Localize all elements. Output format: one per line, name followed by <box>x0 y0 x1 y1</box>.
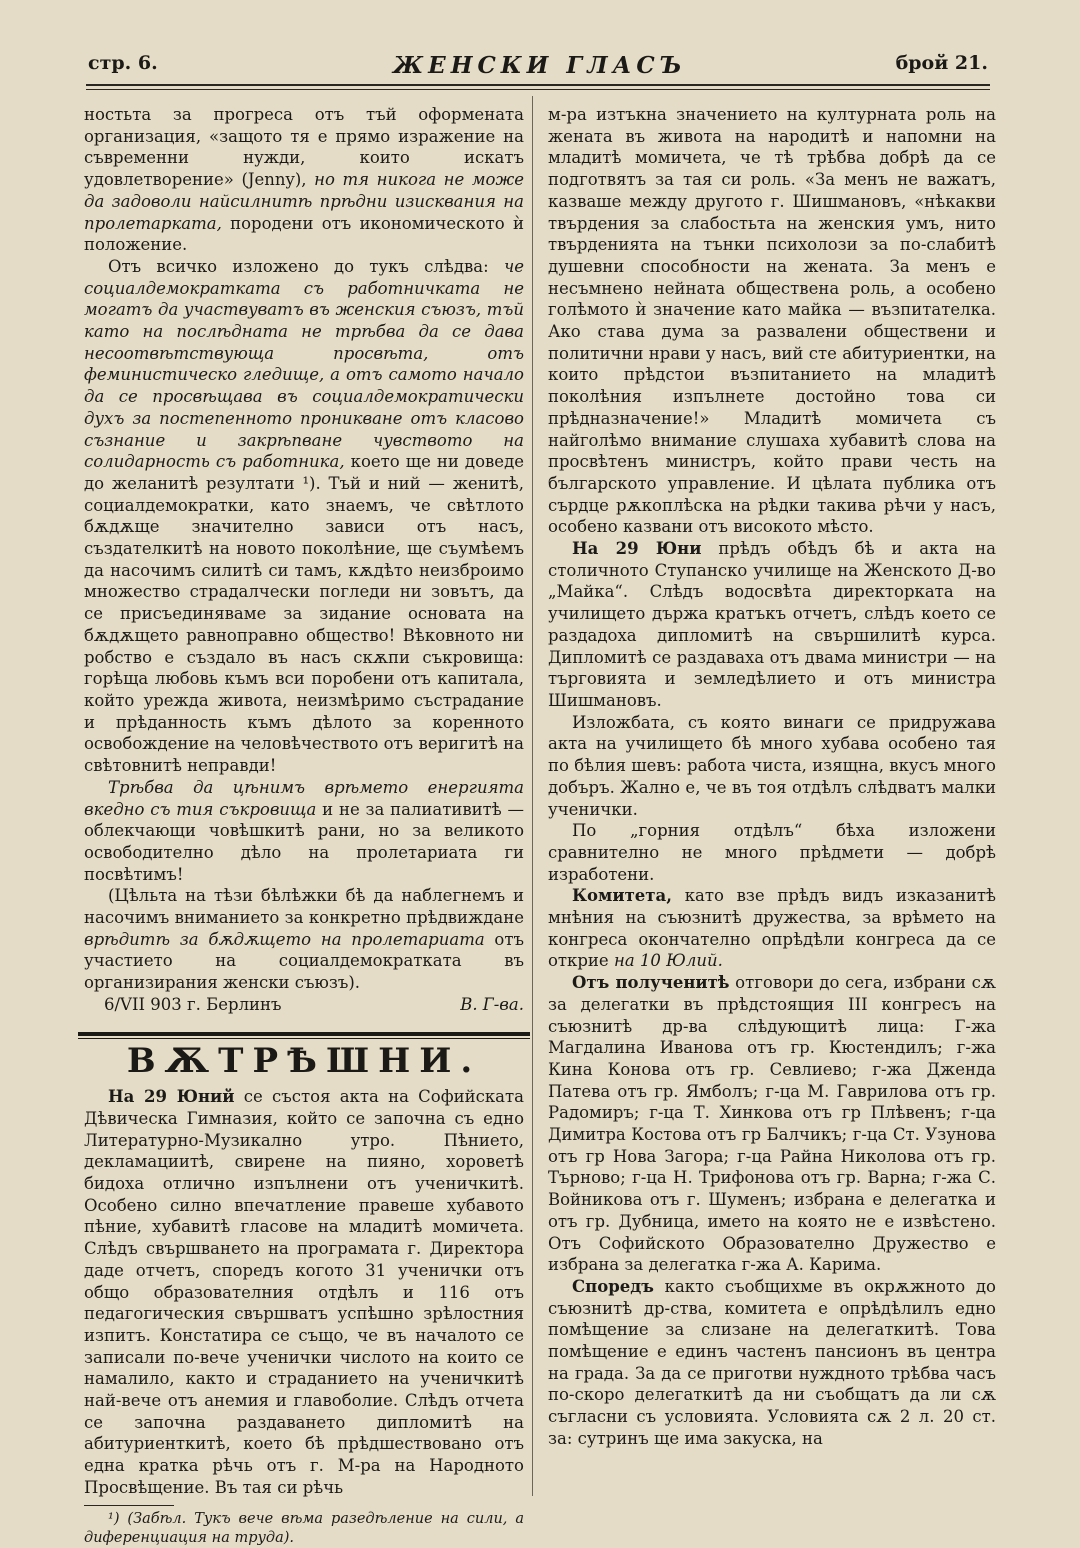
paragraph <box>84 1086 524 1498</box>
footnote-mark: ¹) (Забѣл. <box>108 1510 187 1527</box>
text-italic: врѣдитѣ за бѫдѫщето на пролетариата <box>84 929 485 949</box>
section-title: ВѪТРѢШНИ. <box>126 1040 482 1081</box>
header-rule-thin <box>86 89 990 90</box>
right-column <box>548 104 996 1450</box>
text-italic: Трѣбва да цѣнимъ врѣмето енергията вкедно съ тия съкровища <box>84 777 524 819</box>
paragraph <box>84 885 524 994</box>
text: прѣдъ обѣдъ бѣ и акта на столичното Ступанско училище на Женското Д-во „Майка“. Слѣдъ водосвѣта директорката на училището държа кратъкъ отчетъ, слѣдъ което се раздадоха дипломитѣ на свършилитѣ курса. Дипломитѣ се раздаваха отъ двама министри — на търговията и земледѣлието и отъ министра Шишмановъ. <box>548 539 996 710</box>
text-bold: Споредъ <box>572 1276 654 1296</box>
left-column <box>84 104 524 1548</box>
footnote-rule <box>84 1505 174 1506</box>
signature-line <box>84 994 524 1016</box>
text-italic: но тя никога не може да задоволи найсилнитѣ прѣдни изисквания на пролетарката, <box>84 170 525 233</box>
paragraph: м-ра изтъкна значението на културната роль на жената въ живота на народитѣ и напомни на младитѣ момичета, че тѣ трѣбва добрѣ да се подготвятъ за тая си роль. «За менъ не важатъ, казваше между другото г. Шишмановъ, «нѣкакви твърдения за слабостьта на женския умъ, нито твърденията на тънки психолози за по-слабитѣ душевни способности на жената. За менъ е несъмнено нейната обществена роль, а особено голѣмото ѝ значение като майка — възпитателка. Ако става дума за развалени обществени и политични нрави у насъ, вий сте абитуриентки, на които прѣдстои възпитанието на младитѣ поколѣния изпълнете достойно това си прѣдназначение!» Младитѣ момичета съ найголѣмо внимание слушаха хубавитѣ слова на просвѣтенъ министръ, който прави честь на българското управление. И цѣлата публика отъ сърдце рѫкоплѣска на рѣдки такива рѣчи у насъ, особено казвани отъ високото мѣсто. <box>548 105 996 537</box>
issue-number: брой 21. <box>895 52 988 74</box>
header-rule <box>86 84 990 86</box>
text-bold: Отъ полученитѣ <box>572 973 730 993</box>
paragraph <box>84 256 524 777</box>
section-rule-thin <box>78 1038 530 1039</box>
column-divider <box>532 96 533 1496</box>
section-rule <box>78 1032 530 1036</box>
text: което ще ни доведе до желанитѣ резултати ¹). Тъй и ний — женитѣ, социалдемократки, като знаемъ, че свѣтлото бѫдѫще значително зависи отъ насъ, създателкитѣ на новото поколѣние, ще съумѣемъ да насочимъ силитѣ си тамъ, кѫдѣто неизброимо множество страдалчески погледи ни зовътъ, да се присъединяваме за зидание основата на бѫдѫщето равноправно общество! Вѣковното ни робство е създало въ насъ скѫпи съкровища: горѣща любовь къмъ вси поробени отъ капитала, който урежда живота, неизмѣримо състрадание и прѣданность къмъ дѣлото за коренното освобождение на человѣчеството отъ веригитѣ на свѣтовнитѣ неправди! <box>84 452 524 776</box>
paragraph <box>84 104 524 256</box>
footnote <box>84 1510 524 1548</box>
footnote-text: Тукъ вече вѣма разедѣление на сили, а диференциация на труда). <box>84 1510 524 1546</box>
signature-place-date: 6/VII 903 г. Берлинъ <box>104 994 282 1014</box>
page-header <box>88 52 988 82</box>
text-bold: На 29 Юни <box>572 539 702 559</box>
paragraph: По „горния отдѣлъ“ бѣха изложени сравнително не много прѣдмети — добрѣ изработени. <box>548 821 996 884</box>
text: (Цѣльта на тѣзи бѣлѣжки бѣ да наблегнемъ и насочимъ вниманието за конкретно прѣдвиждане <box>84 886 524 928</box>
paragraph: Изложбата, съ която винаги се придружава акта на училището бѣ много хубава особено тая по бѣлия шевъ: работа чиста, изящна, вкусъ много добъръ. Жално е, че въ тоя отдѣлъ слѣдватъ малки ученички. <box>548 712 996 819</box>
paragraph <box>548 1276 996 1450</box>
text: отговори до сега, избрани сѫ за делегатки въ прѣдстоящия III конгресъ на съюзнитѣ др-ва слѣдующитѣ лица: Г-жа Магдалина Иванова отъ гр. Кюстендилъ; г-жа Кина Конова отъ гр. Севлиево; г-жа Дженда Патева отъ гр. Ямболъ; г-ца М. Гаврилова отъ гр. Радомиръ; г-ца Т. Хинкова отъ гр Плѣвенъ; г-ца Димитра Костова отъ гр Балчикъ; г-ца Ст. Узунова отъ гр Нова Загора; г-ца Райна Николова отъ гр. Търново; г-ца Н. Трифонова отъ гр. Варна; г-жа С. Войникова отъ г. Шуменъ; избрана е делегатка и отъ гр. Дубница, името на която не е извѣстено. Отъ Софийското Образователно Дружество е избрана за делегатка г-жа А. Карима. <box>548 973 997 1275</box>
text-bold: На 29 Юний <box>108 1087 235 1107</box>
text: породени отъ икономическото ѝ положение. <box>84 213 524 255</box>
signature-author: В. Г-ва. <box>460 994 524 1014</box>
text: както съобщихме въ окрѫжното до съюзнитѣ др-ства, комитета е опрѣдѣлилъ едно помѣщение за слизане на делегаткитѣ. Това помѣщение е единъ частенъ пансионъ въ центра на града. За да се приготви нуждното трѣбва часъ по-скоро делегаткитѣ да ни съобщатъ да ли сѫ съгласни съ условията. Условията сѫ 2 л. 20 ст. за: сутринъ ще има закуска, на <box>548 1276 996 1448</box>
text: се състоя акта на Софийската Дѣвическа Гимназия, който се започна съ едно Литературно-Музикално утро. Пѣнието, декламациитѣ, свирене на пияно, хороветѣ бидоха отлично изпълнени отъ ученичкитѣ. Особено силно впечатление правеше хубавото пѣние, хубавитѣ гласове на младитѣ момичета. Слѣдъ свършването на програмата г. Директора даде отчетъ, споредъ когото 31 ученички отъ общо образователния отдѣлъ и 116 отъ педагогическия свършватъ успѣшно зрѣлостния изпитъ. Констатира се също, че въ началото се записали по-вече ученички числото на които се намалило, както и страданието на ученичкитѣ най-вече отъ анемия и главоболие. Слѣдъ отчета се започна раздаването дипломитѣ на абитуриенткитѣ, което бѣ прѣдшествовано отъ една кратка рѣчь отъ г. М-ра на Народното Просвѣщение. Въ тая си рѣчь <box>84 1087 524 1497</box>
text: като взе прѣдъ видъ изказанитѣ мнѣния на съюзнитѣ дружества, за врѣмето на конгреса окончателно опрѣдѣли конгреса да се открие <box>548 886 996 971</box>
text-italic: на 10 Юлий. <box>613 951 723 971</box>
text: Отъ всичко изложено до тукъ слѣдва: <box>108 256 504 276</box>
text-bold: Комитета, <box>572 886 672 906</box>
paragraph <box>84 777 524 886</box>
paragraph <box>548 885 996 972</box>
paragraph <box>548 538 996 712</box>
text-italic: че социалдемократката съ работничката не могатъ да участвуватъ въ женския съюзъ, тъй като на послѣдната не трѣбва да се дава несоотвѣтствующа просвѣта, отъ феминистическо гледище, а отъ самото начало да се просвѣщава въ социалдемократически духъ за постепенното проникване отъ класово съзнание и закрѣпване чувството на солидарность съ работника, <box>84 256 524 472</box>
page-number: стр. 6. <box>88 52 158 74</box>
text: отъ участието на социалдемократката въ организирания женски съюзъ). <box>84 929 524 993</box>
newspaper-title: ЖЕНСКИ ГЛАСЪ <box>393 52 687 79</box>
text: ностьта за прогреса отъ тъй оформената организация, «защото тя е прямо изражение на съвременни нужди, които искатъ удовлетворение» (Jenny), <box>84 105 524 190</box>
text: и не за палиативитѣ — облекчающи човѣшкитѣ рани, но за великото освободително дѣло на пролетариата ги посвѣтимъ! <box>84 799 524 884</box>
paragraph <box>548 972 996 1276</box>
